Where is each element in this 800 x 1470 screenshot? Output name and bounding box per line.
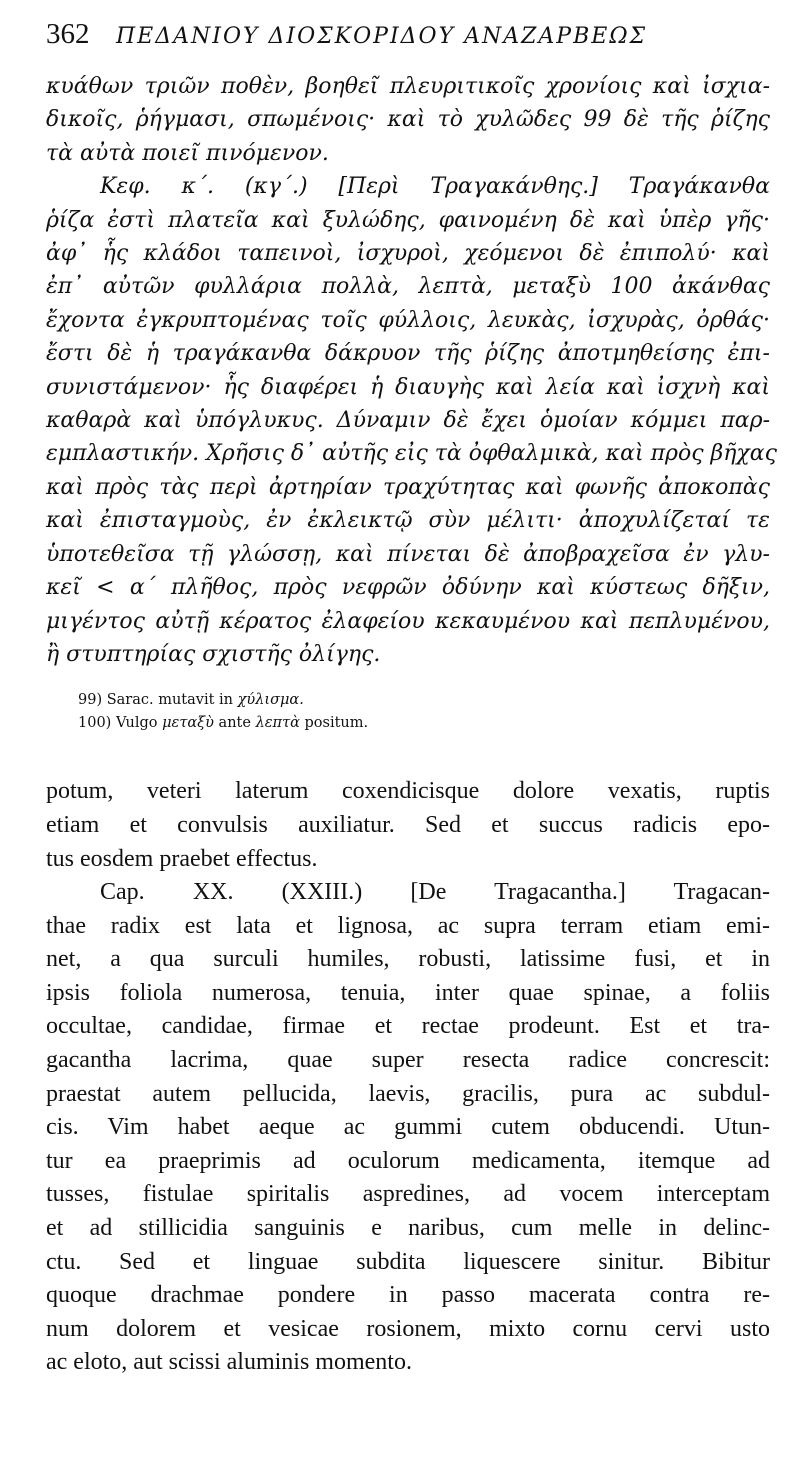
footnote-text: Vulgo — [115, 715, 158, 732]
page-header — [46, 18, 770, 62]
greek-line: ἐπ᾽ αὐτῶν φυλλάρια πολλὰ, λεπτὰ, μεταξὺ 100 ἀκάνθας — [46, 274, 770, 300]
greek-line: καθαρὰ καὶ ὑπόγλυκυς. Δύναμιν δὲ ἔχει ὁμοίαν κόμμει παρ- — [46, 408, 770, 434]
latin-line: ctu. Sed et linguae subdita liquescere sinitur. Bibitur — [46, 1248, 770, 1275]
greek-line: ῥίζα ἐστὶ πλατεῖα καὶ ξυλώδης, φαινομένη δὲ καὶ ὑπὲρ γῆς· — [46, 207, 770, 233]
latin-text — [46, 775, 770, 1380]
greek-line: καὶ ἐπισταγμοὺς, ἐν ἐκλεικτῷ σὺν μέλιτι· ἀποχυλίζεταί τε — [46, 508, 770, 534]
greek-line: μιγέντος αὐτῇ κέρατος ἐλαφείου κεκαυμένου καὶ πεπλυμένου, — [46, 608, 770, 634]
greek-line: εμπλαστικήν. Χρῆσις δ᾽ αὐτῆς εἰς τὰ ὀφθαλμικὰ, καὶ πρὸς βῆχας — [46, 441, 777, 467]
latin-line: potum, veteri laterum coxendicisque dolore vexatis, ruptis — [46, 778, 770, 805]
greek-line: ἢ στυπτηρίας σχιστῆς ὀλίγης. — [46, 641, 381, 667]
greek-line: ὑποτεθεῖσα τῇ γλώσσῃ, καὶ πίνεται δὲ ἀποβραχεῖσα ἐν γλυ- — [46, 541, 770, 567]
greek-text — [46, 70, 777, 671]
greek-line: δικοῖς, ῥήγμασι, σπωμένοις· καὶ τὸ χυλῶδες 99 δὲ τῆς ῥίζης — [46, 107, 770, 133]
latin-line: occultae, candidae, firmae et rectae prodeunt. Est et tra- — [46, 1013, 770, 1040]
latin-line: ac eloto, aut scissi aluminis momento. — [46, 1349, 412, 1376]
footnotes — [46, 689, 770, 735]
greek-line: κυάθων τριῶν ποθὲν, βοηθεῖ πλευριτικοῖς χρονίοις καὶ ἰσχια- — [46, 74, 770, 99]
latin-line: thae radix est lata et lignosa, ac supra terram etiam emi- — [46, 912, 770, 939]
footnote-number: 99) — [78, 692, 103, 709]
latin-line: tus eosdem praebet effectus. — [46, 845, 318, 872]
running-head: ΠΕΔΑΝΙΟΥ ΔΙΟΣΚΟΡΙΔΟΥ ΑΝΑΖΑΡΒΕΩΣ — [116, 24, 648, 49]
latin-line: et ad stillicidia sanguinis e naribus, cum melle in delinc- — [46, 1215, 770, 1242]
chapter-heading-greek: Κεφ. κ΄. (κγ΄.) [Περὶ Τραγακάνθης.] Τραγάκανθα — [100, 174, 770, 200]
footnote-greek: μεταξὺ — [162, 715, 214, 732]
page-number: 362 — [46, 18, 90, 50]
latin-line: quoque drachmae pondere in passo macerata contra re- — [46, 1282, 770, 1309]
footnote-text: positum. — [304, 715, 369, 732]
latin-line: num dolorem et vesicae rosionem, mixto cornu cervi usto — [46, 1315, 770, 1342]
footnote-100 — [78, 712, 770, 735]
footnote-greek: λεπτὰ — [255, 715, 300, 732]
greek-line: ἔστι δὲ ἡ τραγάκανθα δάκρυον τῆς ῥίζης ἀποτμηθείσης ἐπι- — [46, 341, 770, 367]
footnote-99 — [78, 689, 770, 712]
latin-line: etiam et convulsis auxiliatur. Sed et succus radicis epo- — [46, 811, 770, 838]
chapter-heading-latin: Cap. XX. (XXIII.) [De Tragacantha.] Tragacan- — [100, 879, 770, 906]
latin-line: praestat autem pellucida, laevis, gracilis, pura ac subdul- — [46, 1080, 770, 1107]
greek-line: συνιστάμενον· ἧς διαφέρει ἡ διαυγὴς καὶ λεία καὶ ἰσχνὴ καὶ — [46, 374, 770, 400]
greek-line: ἀφ᾽ ἧς κλάδοι ταπεινοὶ, ἰσχυροὶ, χεόμενοι δὲ ἐπιπολύ· καὶ — [46, 241, 770, 267]
greek-line: κεῖ < α΄ πλῆθος, πρὸς νεφρῶν ὀδύνην καὶ κύστεως δῆξιν, — [46, 575, 770, 601]
latin-line: ipsis foliola numerosa, tenuia, inter quae spinae, a foliis — [46, 979, 770, 1006]
footnote-text: ante — [218, 715, 251, 732]
latin-line: cis. Vim habet aeque ac gummi cutem obducendi. Utun- — [46, 1114, 770, 1141]
latin-line: gacantha lacrima, quae super resecta radice concrescit: — [46, 1047, 770, 1074]
greek-line: καὶ πρὸς τὰς περὶ ἀρτηρίαν τραχύτητας καὶ φωνῆς ἀποκοπὰς — [46, 474, 770, 500]
latin-line: tusses, fistulae spiritalis aspredines, ad vocem interceptam — [46, 1181, 770, 1208]
latin-line: net, a qua surculi humiles, robusti, latissime fusi, et in — [46, 946, 770, 973]
latin-line: tur ea praeprimis ad oculorum medicamenta, itemque ad — [46, 1147, 770, 1174]
greek-line: τὰ αὐτὰ ποιεῖ πινόμενον. — [46, 140, 329, 166]
footnote-greek: χύλισμα. — [237, 692, 304, 709]
footnote-number: 100) — [78, 715, 112, 732]
footnote-text: Sarac. mutavit in — [106, 692, 234, 709]
greek-line: ἔχοντα ἐγκρυπτομένας τοῖς φύλλοις, λευκὰς, ἰσχυρὰς, ὀρθάς· — [46, 307, 770, 333]
